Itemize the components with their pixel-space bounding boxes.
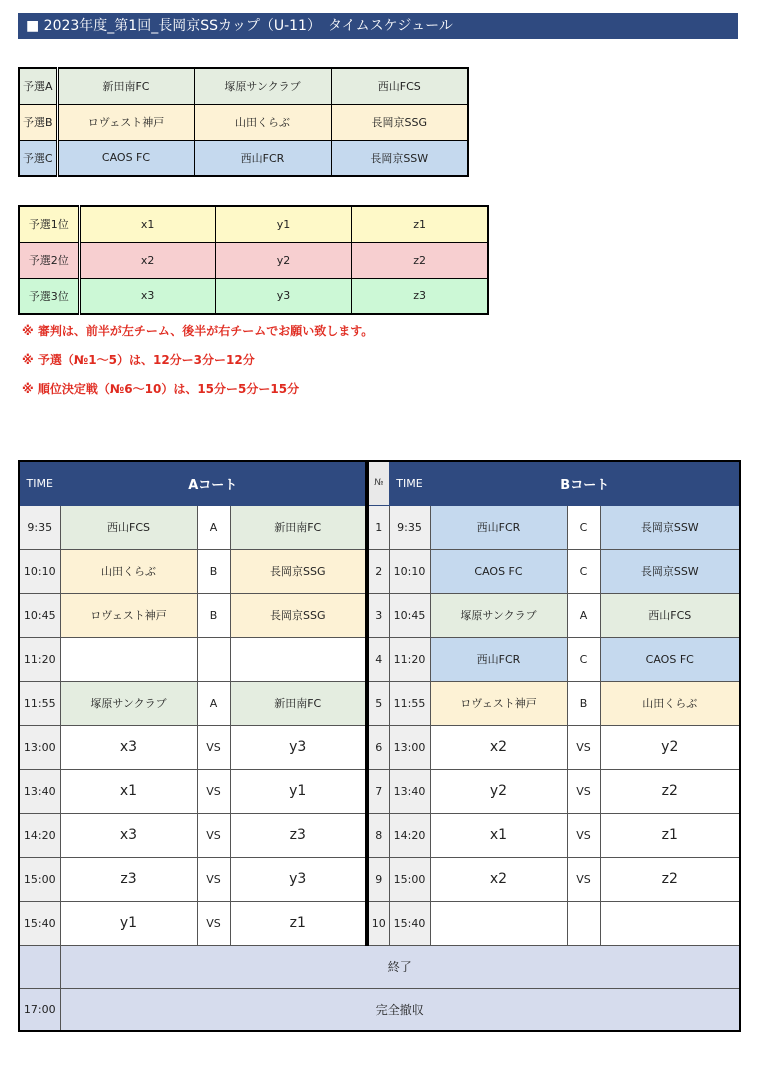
group-row-c [19, 140, 468, 176]
court-b-left-team: 西山FCR [430, 505, 567, 549]
court-b-left-team: 西山FCR [430, 637, 567, 681]
court-b-group-mark: C [567, 505, 600, 549]
court-b-group-mark: VS [567, 857, 600, 901]
schedule-row [19, 593, 740, 637]
seed-table [18, 205, 489, 315]
court-b-right-team: 山田くらぶ [600, 681, 740, 725]
court-b-group-mark: C [567, 549, 600, 593]
court-a-right-team: 長岡京SSG [230, 549, 367, 593]
footer-label: 完全撤収 [60, 988, 740, 1031]
court-a-right-team: z1 [230, 901, 367, 945]
match-number: 7 [367, 769, 389, 813]
schedule-row [19, 549, 740, 593]
match-time-b: 10:45 [389, 593, 430, 637]
court-a-right-team: y3 [230, 725, 367, 769]
court-a-group-mark: A [197, 505, 230, 549]
seed-name: 予選3位 [19, 278, 79, 314]
court-a-group-mark: A [197, 681, 230, 725]
court-a-left-team: y1 [60, 901, 197, 945]
group-team: 長岡京SSG [331, 104, 468, 140]
court-a-group-mark [197, 637, 230, 681]
court-a-right-team: 新田南FC [230, 505, 367, 549]
seed-row-2 [19, 242, 488, 278]
page-title: ■ 2023年度_第1回_長岡京SSカップ（U-11） タイムスケジュール [18, 13, 738, 39]
court-b-left-team: x1 [430, 813, 567, 857]
footer-label: 終了 [60, 945, 740, 988]
match-number: 10 [367, 901, 389, 945]
match-time-b: 13:40 [389, 769, 430, 813]
match-time-b: 15:40 [389, 901, 430, 945]
group-team: 山田くらぶ [194, 104, 331, 140]
match-number: 1 [367, 505, 389, 549]
match-number: 3 [367, 593, 389, 637]
seed-row-1 [19, 206, 488, 242]
court-b-group-mark: VS [567, 769, 600, 813]
match-time-b: 11:55 [389, 681, 430, 725]
header-no: № [367, 461, 389, 505]
court-b-group-mark: VS [567, 813, 600, 857]
seed-value: x3 [79, 278, 215, 314]
court-b-group-mark: B [567, 681, 600, 725]
court-a-left-team: x3 [60, 813, 197, 857]
court-a-group-mark: VS [197, 725, 230, 769]
seed-value: z2 [352, 242, 488, 278]
court-b-left-team: x2 [430, 857, 567, 901]
group-name: 予選A [19, 68, 57, 104]
court-a-left-team: x3 [60, 725, 197, 769]
seed-name: 予選2位 [19, 242, 79, 278]
court-a-right-team: 新田南FC [230, 681, 367, 725]
group-team: 長岡京SSW [331, 140, 468, 176]
court-b-right-team [600, 901, 740, 945]
court-b-left-team: y2 [430, 769, 567, 813]
seed-value: y3 [215, 278, 351, 314]
match-time-b: 10:10 [389, 549, 430, 593]
court-b-group-mark: VS [567, 725, 600, 769]
note-prelim-time: ※ 予選（№1～5）は、12分ー3分ー12分 [22, 353, 255, 367]
group-team: 新田南FC [57, 68, 194, 104]
match-time-a: 15:00 [19, 857, 60, 901]
group-team: ロヴェスト神戸 [57, 104, 194, 140]
schedule-row [19, 725, 740, 769]
court-a-right-team: y3 [230, 857, 367, 901]
match-number: 8 [367, 813, 389, 857]
court-a-left-team: ロヴェスト神戸 [60, 593, 197, 637]
group-name: 予選C [19, 140, 57, 176]
group-row-a [19, 68, 468, 104]
court-a-right-team: 長岡京SSG [230, 593, 367, 637]
schedule-table [18, 460, 741, 1032]
group-team: CAOS FC [57, 140, 194, 176]
court-a-left-team: z3 [60, 857, 197, 901]
seed-name: 予選1位 [19, 206, 79, 242]
seed-value: x1 [79, 206, 215, 242]
match-time-a: 13:40 [19, 769, 60, 813]
court-b-left-team: CAOS FC [430, 549, 567, 593]
header-time-b: TIME [389, 461, 430, 505]
seed-value: z1 [352, 206, 488, 242]
footer-row-end [19, 945, 740, 988]
schedule-row [19, 637, 740, 681]
match-time-a: 9:35 [19, 505, 60, 549]
court-b-group-mark [567, 901, 600, 945]
court-a-left-team [60, 637, 197, 681]
court-a-group-mark: VS [197, 857, 230, 901]
match-number: 9 [367, 857, 389, 901]
group-team: 西山FCR [194, 140, 331, 176]
schedule-row [19, 769, 740, 813]
court-b-left-team [430, 901, 567, 945]
schedule-row [19, 505, 740, 549]
footer-time: 17:00 [19, 988, 60, 1031]
court-a-left-team: 西山FCS [60, 505, 197, 549]
schedule-row [19, 681, 740, 725]
court-a-left-team: 山田くらぶ [60, 549, 197, 593]
seed-value: x2 [79, 242, 215, 278]
group-name: 予選B [19, 104, 57, 140]
note-final-time: ※ 順位決定戦（№6～10）は、15分ー5分ー15分 [22, 382, 300, 396]
header-time-a: TIME [19, 461, 60, 505]
match-number: 5 [367, 681, 389, 725]
header-court-b: Bコート [430, 461, 740, 505]
footer-time [19, 945, 60, 988]
group-row-b [19, 104, 468, 140]
match-time-a: 11:20 [19, 637, 60, 681]
match-number: 4 [367, 637, 389, 681]
court-a-group-mark: B [197, 549, 230, 593]
court-a-group-mark: VS [197, 769, 230, 813]
court-b-right-team: CAOS FC [600, 637, 740, 681]
match-time-a: 13:00 [19, 725, 60, 769]
court-b-right-team: y2 [600, 725, 740, 769]
court-b-right-team: 長岡京SSW [600, 549, 740, 593]
note-referee: ※ 審判は、前半が左チーム、後半が右チームでお願い致します。 [22, 324, 374, 338]
court-b-left-team: 塚原サンクラブ [430, 593, 567, 637]
match-time-a: 10:10 [19, 549, 60, 593]
match-number: 6 [367, 725, 389, 769]
schedule-header [19, 461, 740, 505]
match-time-b: 14:20 [389, 813, 430, 857]
court-b-group-mark: C [567, 637, 600, 681]
court-a-right-team: z3 [230, 813, 367, 857]
court-b-right-team: z2 [600, 769, 740, 813]
court-b-right-team: 長岡京SSW [600, 505, 740, 549]
court-a-group-mark: VS [197, 901, 230, 945]
group-table [18, 67, 469, 177]
court-b-left-team: x2 [430, 725, 567, 769]
court-a-left-team: 塚原サンクラブ [60, 681, 197, 725]
seed-value: y1 [215, 206, 351, 242]
match-time-a: 15:40 [19, 901, 60, 945]
court-a-group-mark: VS [197, 813, 230, 857]
group-team: 塚原サンクラブ [194, 68, 331, 104]
court-b-group-mark: A [567, 593, 600, 637]
court-a-group-mark: B [197, 593, 230, 637]
court-a-right-team [230, 637, 367, 681]
seed-value: z3 [352, 278, 488, 314]
match-time-a: 10:45 [19, 593, 60, 637]
court-a-right-team: y1 [230, 769, 367, 813]
schedule-row [19, 857, 740, 901]
match-number: 2 [367, 549, 389, 593]
match-time-b: 11:20 [389, 637, 430, 681]
schedule-row [19, 813, 740, 857]
header-court-a: Aコート [60, 461, 367, 505]
court-b-right-team: z2 [600, 857, 740, 901]
match-time-a: 11:55 [19, 681, 60, 725]
court-b-right-team: z1 [600, 813, 740, 857]
match-time-b: 15:00 [389, 857, 430, 901]
footer-row-cleanup [19, 988, 740, 1031]
match-time-a: 14:20 [19, 813, 60, 857]
seed-value: y2 [215, 242, 351, 278]
seed-row-3 [19, 278, 488, 314]
match-time-b: 9:35 [389, 505, 430, 549]
court-b-right-team: 西山FCS [600, 593, 740, 637]
court-a-left-team: x1 [60, 769, 197, 813]
schedule-row [19, 901, 740, 945]
court-b-left-team: ロヴェスト神戸 [430, 681, 567, 725]
match-time-b: 13:00 [389, 725, 430, 769]
group-team: 西山FCS [331, 68, 468, 104]
